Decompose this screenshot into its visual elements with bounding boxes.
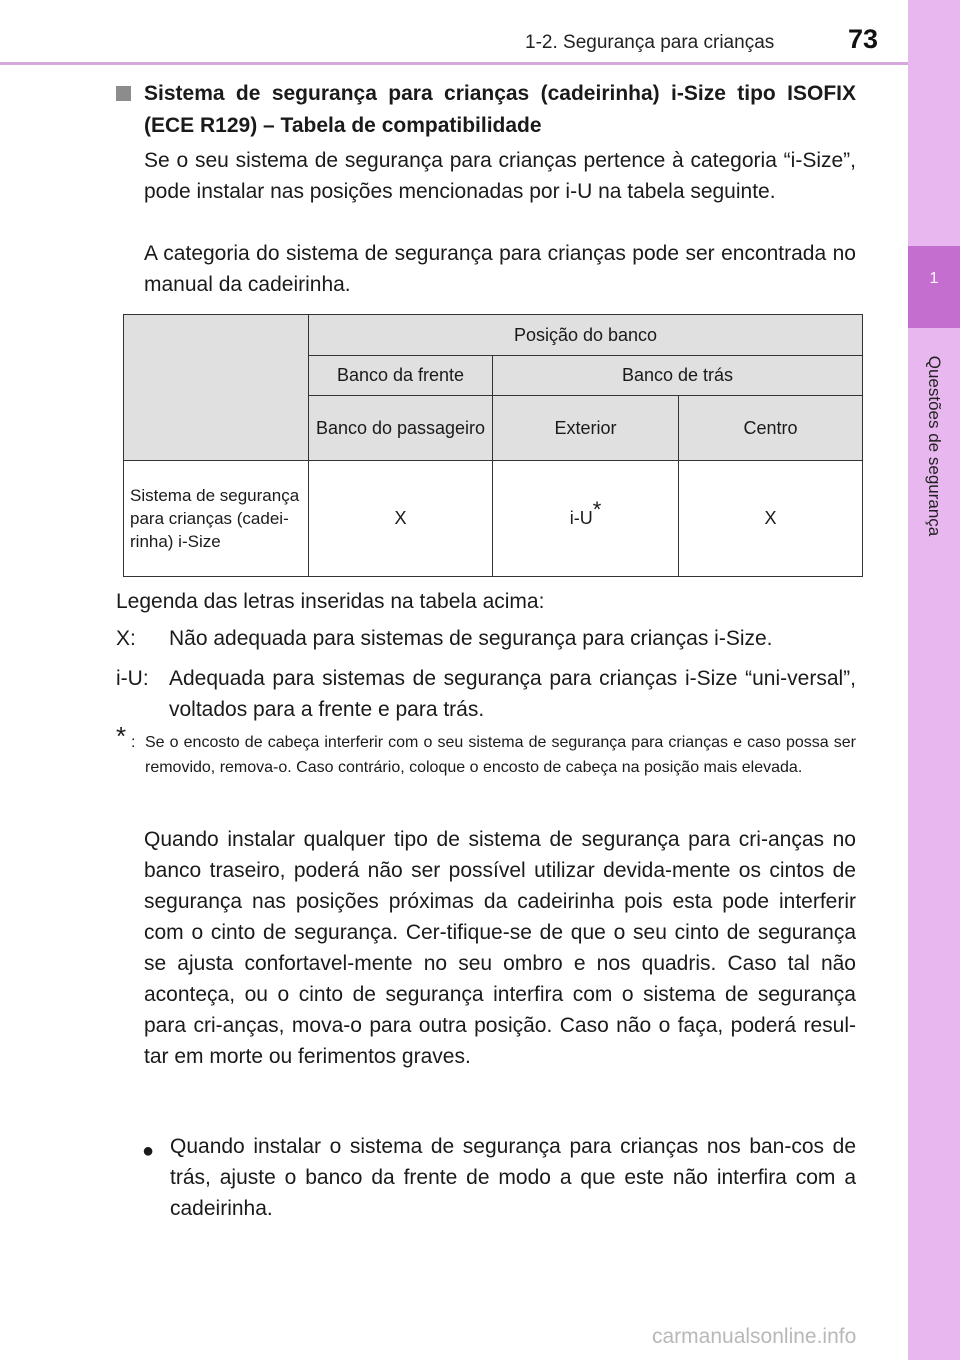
cell-center-value: X [679,461,863,577]
center-seat-header: Centro [679,396,863,461]
row-label: Sistema de segurança para crianças (cadei-rinha) i-Size [124,461,309,577]
position-header: Posição do banco [309,315,863,356]
bullet-dot-icon: ● [142,1140,155,1162]
warning-paragraph: Quando instalar qualquer tipo de sistema de segurança para cri-anças no banco traseiro, poderá não ser possível utilizar devida-mente os cintos de segurança nas posições próximas da cadeirinha pois esta pode interferir com o cinto de segurança. Cer-tifique-se de que o seu cinto de segurança se ajusta confortavel-mente no seu ombro e nos quadris. Caso tal não aconteça, ou o cinto de segurança interfira com o sistema de segurança para cri-anças, mova-o para outra posição. Caso não o faça, poderá resul-tar em morte ou ferimentos graves. [144,828,856,1068]
table-corner-cell [124,315,309,461]
watermark: carmanualsonline.info [652,1325,857,1348]
square-bullet-icon [116,86,131,101]
subheading [116,78,856,142]
passenger-seat-header: Banco do passageiro [309,396,493,461]
legend-code: X: [116,627,136,650]
category-paragraph: A categoria do sistema de segurança para crianças pode ser encontrada no manual da cadeirinha. [144,242,856,296]
chapter-number: 1 [929,270,939,287]
legend-text: Adequada para sistemas de segurança para crianças i-Size “uni-versal”, voltados para a frente e para trás. [169,667,856,721]
asterisk-marker: * [592,497,602,522]
cell-outer-text: i-U [569,508,593,528]
legend-text: Não adequada para sistemas de segurança para crianças i-Size. [169,627,773,650]
front-seat-header: Banco da frente [309,356,493,396]
compatibility-table [123,314,863,577]
footnote-colon: : [131,734,136,751]
header-rule [0,62,908,65]
legend-code: i-U: [116,667,149,690]
section-title: 1-2. Segurança para crianças [525,32,775,53]
chapter-title: Questões de segurança [925,355,944,537]
page-number: 73 [848,24,879,54]
rear-seat-header: Banco de trás [493,356,863,396]
legend-item [116,663,856,725]
side-strip [908,0,960,1360]
footnote-asterisk: * [116,721,127,751]
outer-seat-header: Exterior [493,396,679,461]
bullet-text: Quando instalar o sistema de segurança para crianças nos ban-cos de trás, ajuste o banco da frente de modo a que este não interfira com a cadeirinha. [170,1135,856,1220]
footnote [116,721,856,780]
legend-item [116,623,856,654]
cell-passenger-value: X [309,461,493,577]
intro-paragraph: Se o seu sistema de segurança para crianças pertence à categoria “i-Size”, pode instalar nas posições mencionadas por i-U na tabela seguinte. [144,149,856,203]
bullet-item [142,1131,856,1224]
subheading-text: Sistema de segurança para crianças (cadeirinha) i-Size tipo ISOFIX (ECE R129) – Tabela de compatibilidade [144,82,856,137]
cell-outer-value [493,461,679,577]
footnote-text: Se o encosto de cabeça interferir com o seu sistema de segurança para crianças e caso possa ser removido, remova-o. Caso contrário, coloque o encosto de cabeça na posição mais elevada. [145,734,856,776]
legend-title: Legenda das letras inseridas na tabela acima: [116,590,545,613]
